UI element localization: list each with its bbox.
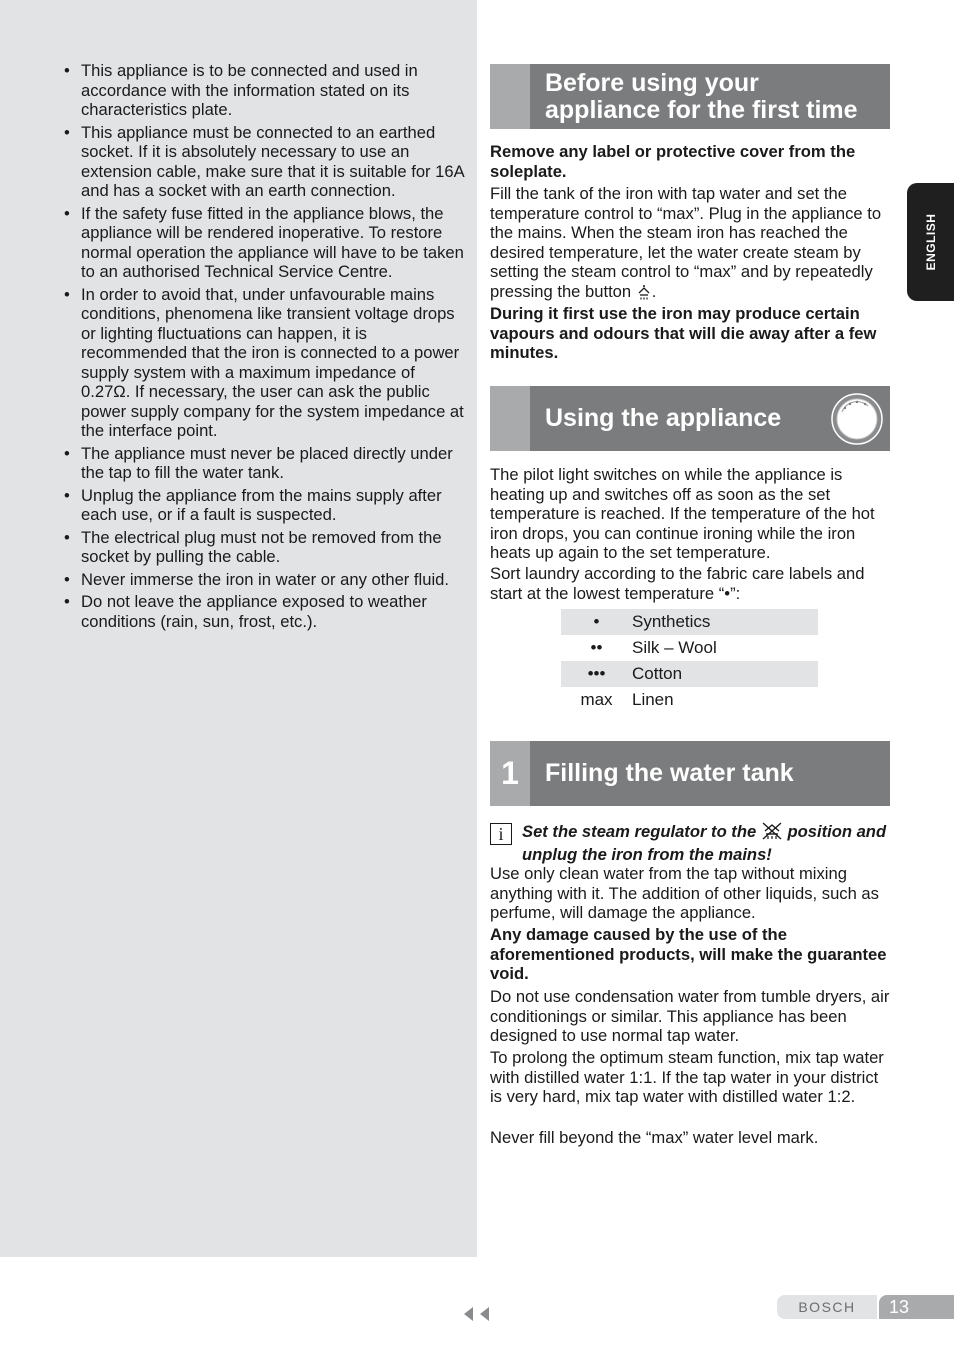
table-row [561,687,818,713]
sort-laundry-paragraph: Sort laundry according to the fabric care labels and start at the lowest temperature “•”: [490,564,865,603]
temperature-dial-icon [830,392,884,451]
guarantee-warning: Any damage caused by the use of the aforementioned products, will make the guarantee void. [490,925,887,983]
table-row [561,609,818,635]
list-item: • The appliance must never be placed directly under the tap to fill the water tank. [62,444,464,483]
list-item: • In order to avoid that, under unfavourable mains conditions, phenomena like transient voltage drops or lighting fluctuations can happen, it is recommended that the iron is connected to a power supply system with a maximum impedance of 0.27Ω. If necessary, the user can ask the public power supply company for the system impedance at the interface point. [62,285,464,441]
section-header-before-use [490,64,890,129]
language-tab [907,183,954,301]
table-row [561,661,818,687]
remove-label-instruction: Remove any label or protective cover from the soleplate. [490,142,856,181]
clean-water-paragraph: Use only clean water from the tap without mixing anything with it. The addition of other liquids, such as perfume, will damage the appliance. [490,864,879,922]
steam-regulator-note [522,822,892,864]
section-title: Before using your appliance for the first time [545,69,858,124]
page-number: 13 [879,1295,954,1319]
section-header-using [490,386,890,451]
brand-label: BOSCH [777,1295,877,1319]
back-arrows-icon[interactable] [463,1306,491,1327]
fabric-type: Cotton [632,661,818,687]
safety-list [62,61,464,634]
first-use-text: Fill the tank of the iron with tap water and set the temperature control to “max”. Plug in the appliance to the mains. When the steam iron has reached the desired temperature, let the water create steam by setting the steam control to “max” and by repeatedly pressing the button [490,184,882,301]
section-tab [490,386,530,451]
pilot-light-paragraph: The pilot light switches on while the appliance is heating up and switches off as soon as the set temperature is reached. If the temperature of the hot iron drops, you can continue ironing while the iron heats up again to the set temperature. [490,465,875,562]
section-header-filling [490,741,890,806]
list-item: • This appliance must be connected to an earthed socket. If it is absolutely necessary to use an extension cable, make sure that it is suitable for 16A and has a socket with an earth connection. [62,123,464,201]
first-use-text-end: . [651,281,657,301]
distilled-water-paragraph: To prolong the optimum steam function, mix tap water with distilled water 1:1. If the tap water in your district is very hard, mix tap water with distilled water 1:2. [490,1048,884,1106]
steam-off-icon [761,822,783,845]
section-number: 1 [490,741,530,806]
language-label: ENGLISH [923,213,938,271]
steam-shot-button-icon [636,284,652,305]
list-item: • This appliance is to be connected and used in accordance with the information stated on its characteristics plate. [62,61,464,120]
list-item: • The electrical plug must not be removed from the socket by pulling the cable. [62,528,464,567]
list-item: • Do not leave the appliance exposed to weather conditions (rain, sun, frost, etc.). [62,592,464,631]
temperature-setting: •• [590,638,603,657]
fabric-type: Linen [632,690,674,709]
temperature-table [561,609,818,713]
list-item: • If the safety fuse fitted in the appliance blows, the appliance will be rendered inoperative. To restore normal operation the appliance will have to be taken to an authorised Technical Service Centre. [62,204,464,282]
section-title: Using the appliance [545,404,782,432]
first-use-warning: During it first use the iron may produce certain vapours and odours that will die away after a few minutes. [490,304,877,362]
max-level-paragraph: Never fill beyond the “max” water level mark. [490,1128,819,1147]
fabric-type: Silk – Wool [632,638,717,657]
temperature-setting: • [561,609,632,635]
temperature-setting: max [580,690,613,709]
first-use-paragraph [490,184,890,304]
list-item: • Unplug the appliance from the mains supply after each use, or if a fault is suspected. [62,486,464,525]
fabric-type: Synthetics [632,609,818,635]
section-tab [490,64,530,129]
info-icon: i [490,823,512,845]
note-text-a: Set the steam regulator to the [522,822,757,841]
condensation-paragraph: Do not use condensation water from tumble dryers, air conditionings or similar. This appliance has been designed to use normal tap water. [490,987,890,1045]
table-row [561,635,818,661]
section-title: Filling the water tank [545,759,794,787]
note-text-b: position and unplug the iron from the mains! [522,822,887,864]
temperature-setting: ••• [561,661,632,687]
list-item: • Never immerse the iron in water or any other fluid. [62,570,464,590]
